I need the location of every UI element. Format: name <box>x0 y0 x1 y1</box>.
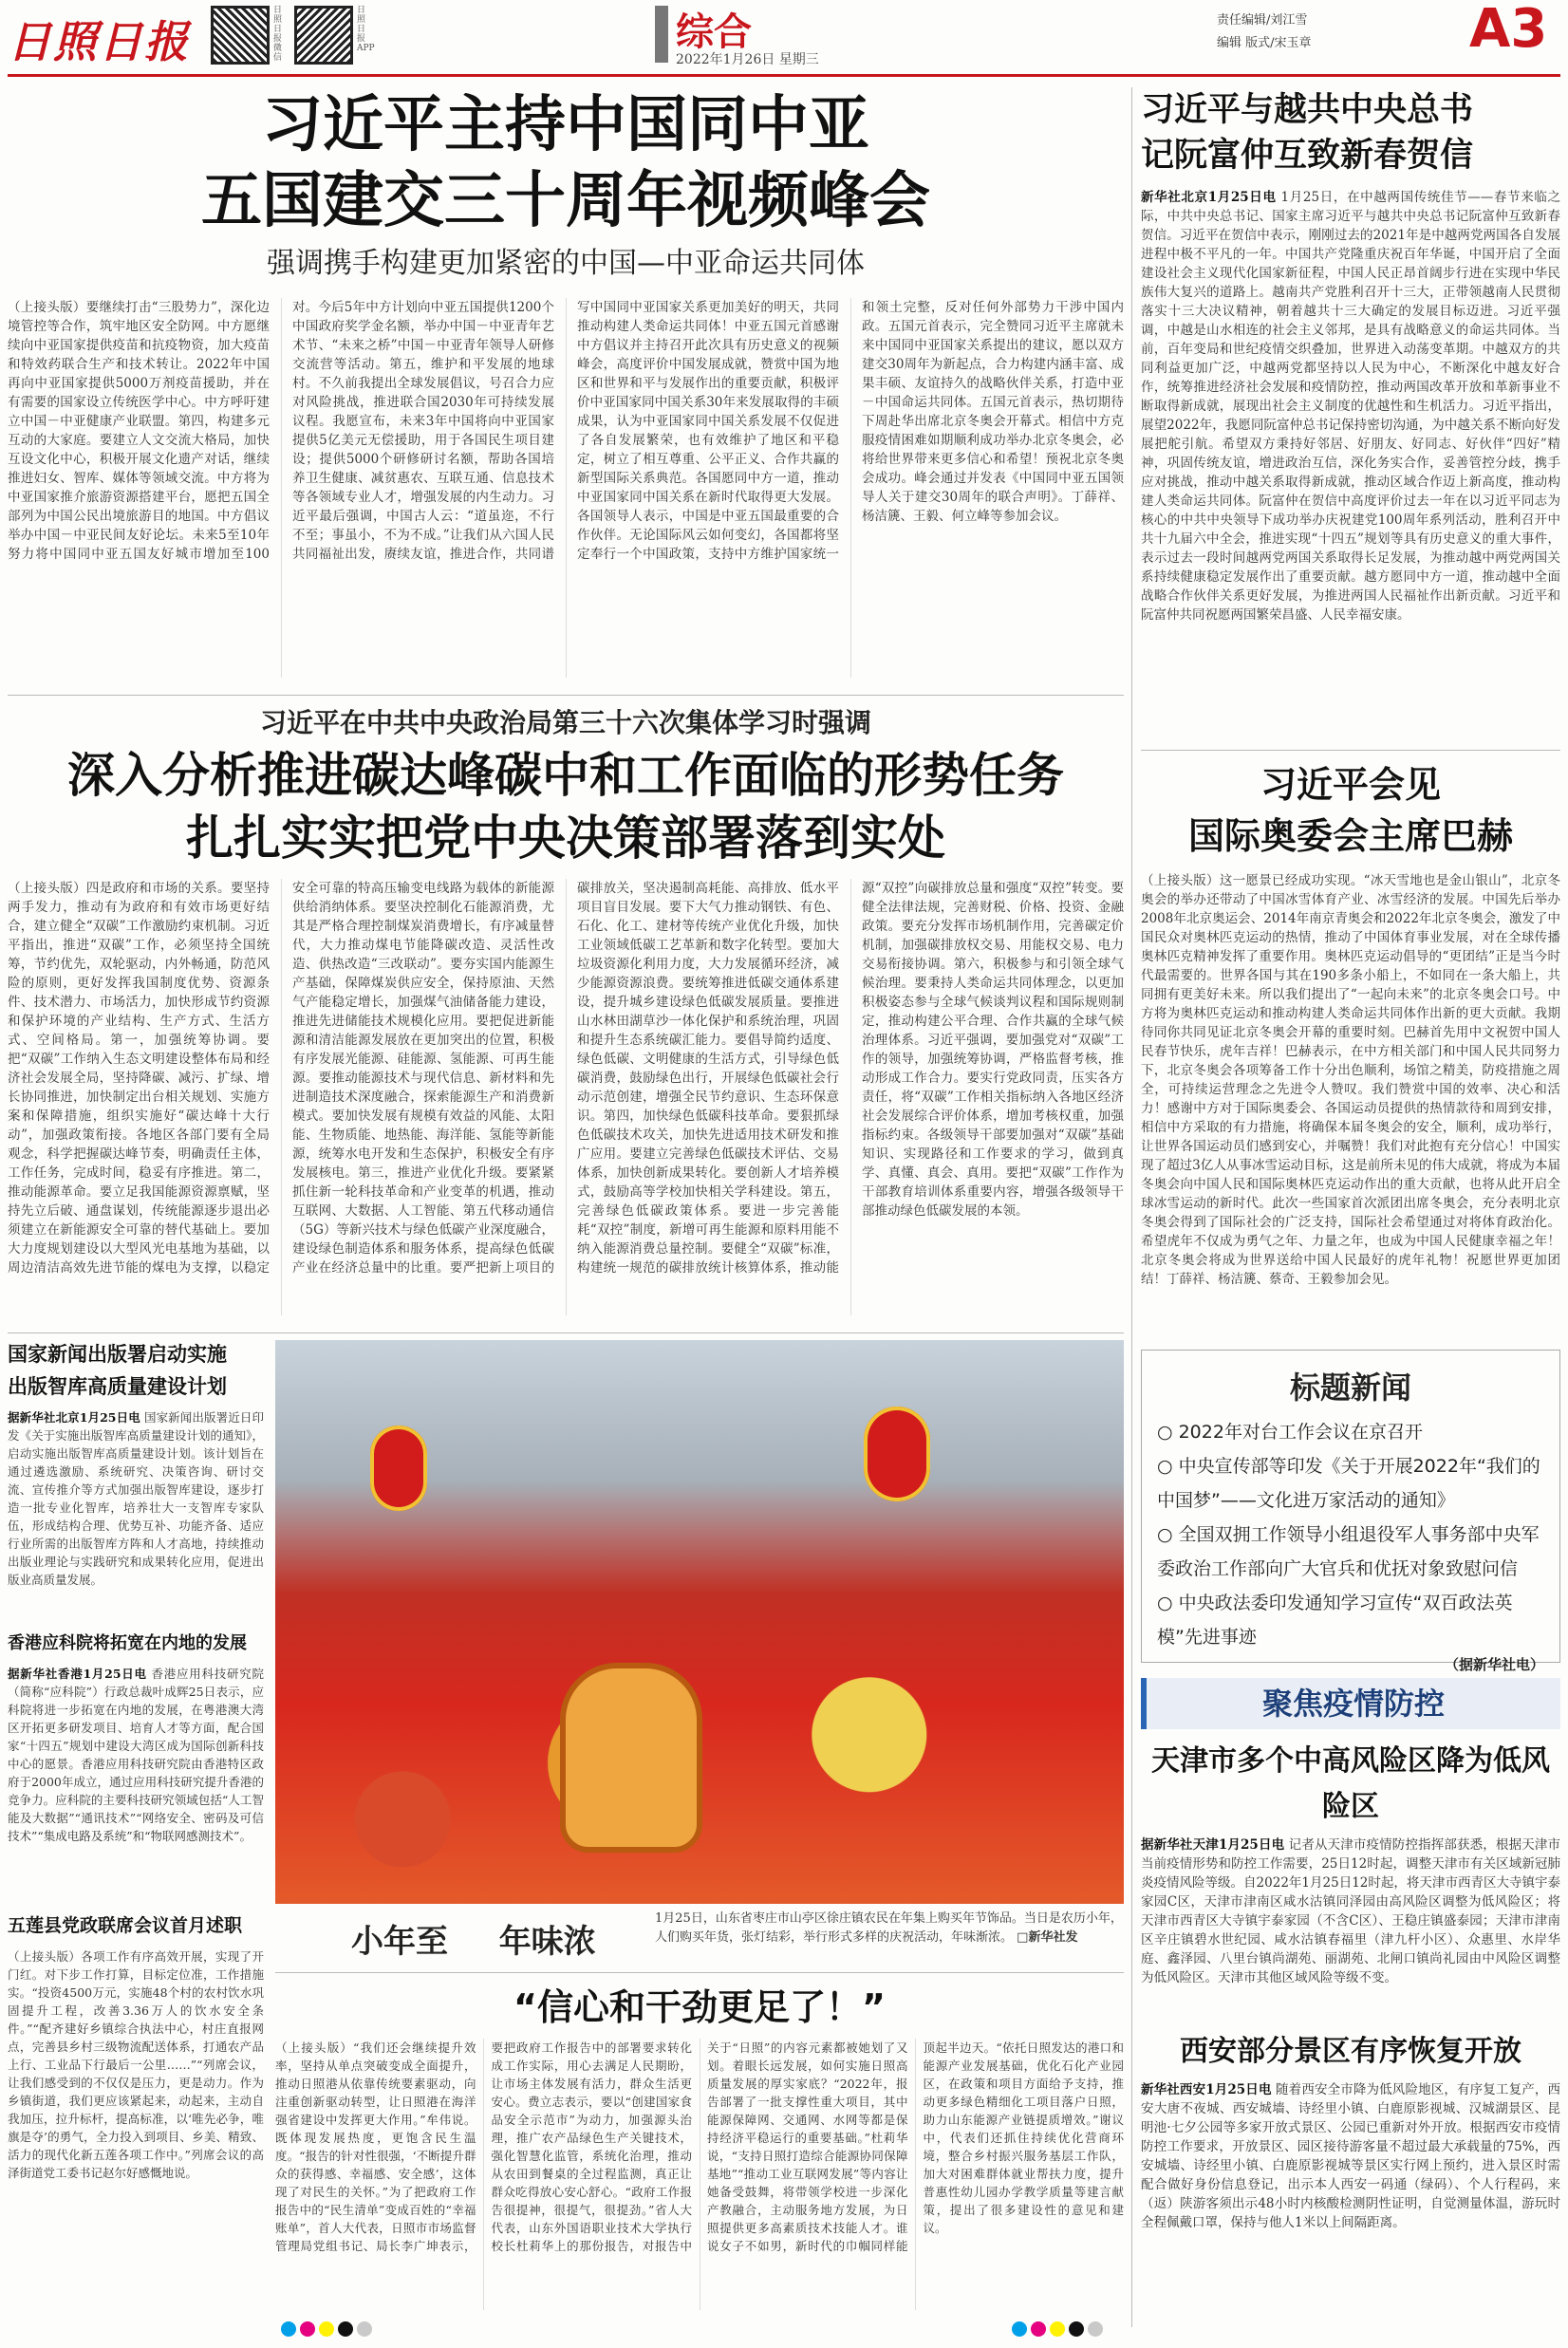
vietnam-story <box>1141 87 1560 742</box>
headlines-box <box>1141 1350 1560 1673</box>
masthead <box>0 0 1568 72</box>
photo-title: 小年至 <box>351 1923 448 1961</box>
publishing-headline: 国家新闻出版署启动实施 <box>8 1343 227 1366</box>
article-text: 记者从天津市疫情防控指挥部获悉，根据天津市当前疫情形势和防控工作需要，25日12时起，调整天津市有关区域新冠肺炎疫情风险等级。自2022年1月25日12时起，将天津市西青区大寺镇宇泰家园C区，天津市津南区咸水沽镇同泽园由高风险区调整为低风险区；将天津市西青区大寺镇宇泰家园（不含C区）、王稳庄镇盛泰园；天津市津南区辛庄镇碧水世纪园、咸水沽镇春福里（津九杆小区）、众惠里、水岸华庭、鑫泽园、八里台镇尚湖苑、丽湖苑、北闸口镇尚礼园由中风险区调整为低风险区。天津市其他区域风险等级不变。 <box>1141 1837 1560 1985</box>
section-rule <box>1141 750 1560 751</box>
article-text: 香港应用科技研究院（简称“应科院”）行政总裁叶成辉25日表示，应科院将进一步拓宽在内地的发展，在粤港澳大湾区开拓更多研发项目、培育人才等方面，配合国家“十四五”规划中建设大湾区成为国际创新科技中心的愿景。香港应用科技研究院由香港特区政府于2000年成立，通过应用科技研究提升香港的竞争力。应科院的主要科技研究领域包括“人工智能及大数据”“通讯技术”“网络安全、密码及可信技术”“集成电路及系统”和“物联网感测技术”。 <box>8 1667 264 1843</box>
dateline: 据新华社北京1月25日电 <box>8 1410 140 1425</box>
masthead-rule <box>8 74 1560 77</box>
wulian-story <box>8 1910 264 2327</box>
xian-headline: 西安部分景区有序恢复开放 <box>1180 2035 1521 2068</box>
dateline: 新华社北京1月25日电 <box>1141 190 1277 205</box>
carbon-body: （上接头版）四是政府和市场的关系。要坚持两手发力，推动有为政府和有效市场更好结合，建立健全“双碳”工作激励约束机制。习近平指出，推进“双碳”工作，必须坚持全国统筹，节约优先，双轮驱动，内外畅通，防范风险的原则，更好发挥我国制度优势、资源条件、技术潜力、市场活力，加快形成节约资源和保护环境的产业结构、生产方式、生活方式、空间格局。第一，加强统筹协调。要把“双碳”工作纳入生态文明建设整体布局和经济社会发展全局，坚持降碳、减污、扩绿、增长协同推进，加快制定出台相关规划、实施方案和保障措施，组织实施好“碳达峰十大行动”，加强政策衔接。各地区各部门要有全局观念，科学把握碳达峰节奏，明确责任主体，工作任务，完成时间，稳妥有序推进。第二，推动能源革命。要立足我国能源资源禀赋，坚持先立后破、通盘谋划，传统能源逐步退出必须建立在新能源安全可靠的替代基础上。要加大力度规划建设以大型风光电基地为基础，以周边清洁高效先进节能的煤电为支撑，以稳定安全可靠的特高压输变电线路为载体的新能源供给消纳体系。要坚决控制化石能源消费，尤其是严格合理控制煤炭消费增长，有序减量替代，大力推动煤电节能降碳改造、灵活性改造、供热改造“三改联动”。要夯实国内能源生产基础，保障煤炭供应安全，保持原油、天然气产能稳定增长，加强煤气油储备能力建设，推进先进储能技术规模化应用。要把促进新能源和清洁能源发展放在更加突出的位置，积极有序发展光能源、硅能源、氢能源、可再生能源。要推动能源技术与现代信息、新材料和先进制造技术深度融合，探索能源生产和消费新模式。要加快发展有规模有效益的风能、太阳能、生物质能、地热能、海洋能、氢能等新能源，统筹水电开发和生态保护，积极安全有序发展核电。第三，推进产业优化升级。要紧紧抓住新一轮科技革命和产业变革的机遇，推动互联网、大数据、人工智能、第五代移动通信（5G）等新兴技术与绿色低碳产业深度融合，建设绿色制造体系和服务体系，提高绿色低碳产业在经济总量中的比重。要严把新上项目的碳排放关，坚决遏制高耗能、高排放、低水平项目盲目发展。要下大气力推动钢铁、有色、石化、化工、建材等传统产业优化升级，加快工业领域低碳工艺革新和数字化转型。要加大垃圾资源化利用力度，大力发展循环经济，减少能源资源浪费。要统筹推进低碳交通体系建设，提升城乡建设绿色低碳发展质量。要推进山水林田湖草沙一体化保护和系统治理，巩固和提升生态系统碳汇能力。要倡导简约适度、绿色低碳、文明健康的生活方式，引导绿色低碳消费，鼓励绿色出行，开展绿色低碳社会行动示范创建，增强全民节约意识、生态环保意识。第四，加快绿色低碳科技革命。要狠抓绿色低碳技术攻关，加快先进适用技术研发和推广应用。要建立完善绿色低碳技术评估、交易体系，加快创新成果转化。要创新人才培养模式，鼓励高等学校加快相关学科建设。第五，完善绿色低碳政策体系。要进一步完善能耗“双控”制度，新增可再生能源和原料用能不纳入能源消费总量控制。要健全“双碳”标准，构建统一规范的碳排放统计核算体系，推动能源“双控”向碳排放总量和强度“双控”转变。要健全法律法规，完善财税、价格、投资、金融政策。要充分发挥市场机制作用，完善碳定价机制，加强碳排放权交易、用能权交易、电力交易衔接协调。第六，积极参与和引领全球气候治理。要秉持人类命运共同体理念，以更加积极姿态参与全球气候谈判议程和国际规则制定，推动构建公平合理、合作共赢的全球气候治理体系。习近平强调，要加强党对“双碳”工作的领导，加强统筹协调，严格监督考核，推动形成工作合力。要实行党政同责，压实各方责任，将“双碳”工作相关指标纳入各地区经济社会发展综合评价体系，增加考核权重，加强指标约束。各级领导干部要加强对“双碳”基础知识、实现路径和工作要求的学习，做到真学、真懂、真会、真用。要把“双碳”工作作为干部教育培训体系重要内容，增强各级领导干部推动绿色低碳发展的本领。 <box>8 881 1124 1276</box>
page-number: A3 <box>1469 0 1548 60</box>
headline-item[interactable]: ○ 中央宣传部等印发《关于开展2022年“我们的中国梦”——文化进万家活动的通知》 <box>1157 1449 1544 1518</box>
issue-date: 2022年1月26日 星期三 <box>676 52 819 67</box>
carbon-kicker: 习近平在中共中央政治局第三十六次集体学习时强调 <box>259 707 871 738</box>
ioc-story <box>1141 759 1560 1348</box>
publishing-headline: 出版智库高质量建设计划 <box>8 1375 227 1398</box>
vietnam-headline: 记阮富仲互致新春贺信 <box>1141 137 1474 175</box>
photo-headline <box>351 1915 596 1962</box>
section-rule <box>8 1332 1124 1333</box>
lead-body: （上接头版）要继续打击“三股势力”，深化边境管控等合作，筑牢地区安全防网。中方愿继续向中亚国家提供疫苗和抗疫物资，加大疫苗和特效药联合生产和技术转让。2022年中国再向中亚国家提供5000万剂疫苗援助，并在有需要的国家设立传统医学中心。中方呼吁建立中国－中亚健康产业联盟。第四，构建多元互动的大家庭。要建立人文交流大格局，加快互设文化中心，积极开展文化遗产对话，继续推进妇女、智库、媒体等领域交流。中方将为中亚国家推介旅游资源搭建平台，愿把五国全部列为中国公民出境旅游目的地国。中方倡议举办中国－中亚民间友好论坛。未来5至10年努力将中国同中亚五国友好城市增加至100对。今后5年中方计划向中亚五国提供1200个中国政府奖学金名额，举办中国－中亚青年艺术节、“未来之桥”中国－中亚青年领导人研修交流营等活动。第五，维护和平发展的地球村。不久前我提出全球发展倡议，号召合力应对风险挑战，推进联合国2030年可持续发展议程。我愿宣布，未来3年中国将向中亚国家提供5亿美元无偿援助，用于各国民生项目建设；提供5000个研修研讨名额，帮助各国培养卫生健康、减贫惠农、互联互通、信息技术等各领域专业人才，增强发展的内生动力。习近平最后强调，中国古人云：“道虽迩，不行不至；事虽小，不为不成。”让我们从六国人民共同福祉出发，赓续友谊，推进合作，共同谱写中国同中亚国家关系更加美好的明天，共同推动构建人类命运共同体！中亚五国元首感谢中方倡议并主持召开此次具有历史意义的视频峰会，高度评价中国发展成就，赞赏中国为地区和世界和平与发展作出的重要贡献，积极评价中亚国家同中国关系30年来发展取得的丰硕成果，认为中亚国家同中国关系发展不仅促进了各自发展繁荣，也有效维护了地区和平稳定，树立了相互尊重、公平正义、合作共赢的新型国际关系典范。各国愿同中方一道，推动中亚国家同中国关系在新时代取得更大发展。各国领导人表示，中国是中亚五国最重要的合作伙伴。无论国际风云如何变幻，各国都将坚定奉行一个中国政策，支持中方维护国家统一和领土完整，反对任何外部势力干涉中国内政。五国元首表示，完全赞同习近平主席就未来中国同中亚国家关系提出的建议，愿以双方建交30周年为新起点，合力构建内涵丰富、成果丰硕、友谊持久的战略伙伴关系，打造中亚－中国命运共同体。五国元首表示，热切期待下周赴华出席北京冬奥会开幕式。相信中方克服疫情困难如期顺利成功举办北京冬奥会，必将给世界带来更多信心和希望！预祝北京冬奥会成功。峰会通过并发表《中国同中亚五国领导人关于建交30周年的联合声明》。丁薛祥、杨洁篪、王毅、何立峰等参加会议。 <box>8 300 1124 562</box>
editor-line: 编辑 版式/宋玉章 <box>1217 36 1312 50</box>
registration-dots <box>1012 2321 1107 2340</box>
lead-headline: 习近平主持中国同中亚 <box>262 90 869 160</box>
tianjin-headline: 天津市多个中高风险区降为低风险区 <box>1151 1744 1550 1823</box>
hk-headline: 香港应科院将拓宽在内地的发展 <box>8 1633 247 1653</box>
column-divider <box>1131 87 1132 2327</box>
carbon-headline: 深入分析推进碳达峰碳中和工作面临的形势任务 <box>67 748 1064 803</box>
headline-item[interactable]: ○ 2022年对台工作会议在京召开 <box>1157 1415 1544 1449</box>
section-name: 综合 <box>676 10 752 54</box>
headlines-title: 标题新闻 <box>1289 1370 1411 1406</box>
tiger-figurine-icon <box>560 1663 702 1853</box>
new-year-market-photo <box>275 1340 1124 1904</box>
lantern-icon <box>864 1407 930 1501</box>
publishing-body <box>8 1408 264 1617</box>
lead-subheadline: 强调携手构建更加紧密的中国—中亚命运共同体 <box>267 247 865 280</box>
confidence-headline: “信心和干劲更足了！” <box>513 1986 886 2028</box>
headline-item[interactable]: ○ 中央政法委印发通知学习宣传“双百政法英模”先进事迹 <box>1157 1586 1544 1654</box>
lead-headline: 五国建交三十周年视频峰会 <box>201 166 930 236</box>
publishing-story <box>8 1338 264 1623</box>
photo-caption-text: 1月25日，山东省枣庄市山亭区徐庄镇农民在年集上购买年节饰品。当日是农历小年，人们购买年货，张灯结彩，举行形式多样的庆祝活动，年味渐浓。 <box>655 1911 1123 1945</box>
xian-story <box>1141 2029 1560 2333</box>
ioc-body: （上接头版）这一愿景已经成功实现。“冰天雪地也是金山银山”，北京冬奥会的举办还带动了中国冰雪体育产业、冰雪经济的发展。中国先后举办2008年北京奥运会、2014年南京青奥会和2022年北京冬奥会，激发了中国民众对奥林匹克运动的热情，推动了中国体育事业发展，对在全球传播奥林匹克精神发挥了重要作用。奥林匹克运动倡导的“更团结”正是当今时代最需要的。世界各国与其在190多条小船上，不如同在一条大船上，共同拥有更美好未来。所以我们提出了“一起向未来”的北京冬奥会口号。中方将为奥林匹克运动和推动构建人类命运共同体作出新的更大贡献。我期待同你共同见证北京冬奥会开幕的重要时刻。巴赫首先用中文祝贺中国人民春节快乐，虎年吉祥！巴赫表示，在中方相关部门和中国人民共同努力下，北京冬奥会各项筹备工作十分出色顺利，场馆之精美，防疫措施之周全，可持续运营理念之先进令人赞叹。我们赞赏中国的效率、决心和活力！感谢中方对于国际奥委会、各国运动员提供的热情款待和周到安排，相信中方采取的有力措施，将确保本届冬奥会的安全，顺利，成功举行，让世界各国运动员们感到安心，并嘱赞！我们对此抱有充分信心！中国实现了超过3亿人从事冰雪运动目标，这是前所未见的伟大成就，将成为本届冬奥会向中国人民和国际奥林匹克运动作出的重大贡献，也将从此开启全球冰雪运动的新时代。此次一些国家首次派团出席冬奥会，充分表明北京冬奥会得到了国际社会的广泛支持，国际社会希望通过对将体育政治化。希望虎年不仅成为勇气之年、力量之年，也成为中国人民健康幸福之年！北京冬奥会将成为世界送给中国人民最好的虎年礼物！祝愿世界更加团结！丁薛祥、杨洁篪、蔡奇、王毅参加会见。 <box>1141 873 1560 1287</box>
dateline: 新华社西安1月25日电 <box>1141 2082 1272 2097</box>
article-text: 1月25日，在中越两国传统佳节——春节来临之际，中共中央总书记、国家主席习近平与越共中央总书记阮富仲互致新春贺信。习近平在贺信中表示，刚刚过去的2021年是中越两党两国各自发展进程中极不平凡的一年。中国共产党隆重庆祝百年华诞，中国开启了全面建设社会主义现代化国家新征程，中国人民正昂首阔步行进在实现中华民族伟大复兴的道路上。越南共产党胜利召开十三大，正带领越南人民贯彻落实十三大决议精神，朝着越共十三大确定的发展目标迈进。习近平强调，中越是山水相连的社会主义邻邦，是具有战略意义的命运共同体。当前，百年变局和世纪疫情交织叠加，世界进入动荡变革期。中越双方的共同利益更加广泛，中越两党都坚持以人民为中心，不断深化中越友好合作，统筹推进经济社会发展和疫情防控，推动两国改革开放和革新事业不断取得新成就，展现出社会主义制度的优越性和生机活力。习近平指出，展望2022年，我愿同阮富仲总书记保持密切沟通，为中越关系不断向好发展把舵引航。希望双方秉持好邻居、好朋友、好同志、好伙伴“四好”精神，巩固传统友谊，增进政治互信，深化务实合作，妥善管控分歧，携手应对挑战，推动中越关系取得新成就，推动区域合作迈上新高度，推动构建人类命运共同体。阮富仲在贺信中高度评价过去一年在以习近平同志为核心的中共中央领导下成功举办庆祝建党100周年系列活动，胜利召开中共十九届六中全会，推进实现“十四五”规划等具有历史意义的重大事件，表示过去一段时间越两党两国关系取得长足发展，为推动越中两党两国关系持续健康稳定发展作出了重要贡献。越方愿同中方一道，推动越中全面战略合作伙伴关系更好发展，为推进两国人民福祉作出新贡献。习近平和阮富仲共同祝愿两国繁荣昌盛、人民幸福安康。 <box>1141 190 1560 623</box>
vietnam-body <box>1141 188 1560 729</box>
photo-caption <box>655 1910 1124 1947</box>
section-rule <box>275 1972 1124 1973</box>
tianjin-story <box>1141 1739 1560 2023</box>
headlines-source: （据新华社电） <box>1444 1656 1544 1673</box>
dateline: 据新华社香港1月25日电 <box>8 1667 147 1681</box>
confidence-story <box>275 1980 1124 2312</box>
hk-story <box>8 1629 264 1904</box>
qr-code-icon <box>211 6 270 65</box>
newspaper-logo: 日照日报 <box>8 16 190 67</box>
section-rule <box>8 695 1124 696</box>
qr-caption: 日照日报APP <box>357 6 375 53</box>
ioc-headline: 国际奥委会主席巴赫 <box>1187 815 1513 857</box>
lead-story <box>8 87 1124 695</box>
qr-code-icon <box>294 6 353 65</box>
article-text: 国家新闻出版署近日印发《关于实施出版智库高质量建设计划的通知》，启动实施出版智库高质量建设计划。该计划旨在通过遴选激励、系统研究、决策咨询、研讨交流、宣传推介等方式加强出版智库建设，逐步打造一批专业化智库，培养壮大一支智库专家队伍，形成结构合理、优势互补、功能齐备、适应行业所需的出版智库方阵和人才高地，持续推动出版业理论与实践研究和成果转化应用，促进出版业高质量发展。 <box>8 1410 264 1587</box>
wulian-body: （上接头版）各项工作有序高效开展，实现了开门红。对下步工作打算，目标定位准，工作措施实。“投资4500万元，实施48个村的农村饮水巩固提升工程，改善3.36万人的饮水安全条件。”“配齐建好乡镇综合执法中心，村庄直报网点，完善县乡村三级物流配送体系，打通农产品上行、工业品下行最后一公里……”“列席会议，让我们感受到的不仅仅是压力，更是动力。作为乡镇街道，我们更应该紧起来，动起来，主动自我加压，拉升标杆，提高标准，以‘唯先必争，唯旗是夺’的勇气，全力投入到项目、乡美、精致、活力的现代化新五莲各项工作中。”列席会议的高泽街道党工委书记赵尔好感慨地说。 <box>8 1949 264 2180</box>
carbon-headline: 扎扎实实把党中央决策部署落到实处 <box>186 811 945 866</box>
vietnam-headline: 习近平与越共中央总书 <box>1141 91 1474 129</box>
headline-item[interactable]: ○ 全国双拥工作领导小组退役军人事务部中央军委政治工作部向广大官兵和优抚对象致慰问信 <box>1157 1518 1544 1586</box>
epidemic-section-title: 聚焦疫情防控 <box>1261 1686 1445 1722</box>
ioc-headline: 习近平会见 <box>1260 764 1441 806</box>
photo-credit: □新华社发 <box>1017 1930 1078 1945</box>
article-text: 随着西安全市降为低风险地区，有序复工复产，西安大唐不夜城、西安城墙、诗经里小镇、白鹿原影视城、汉城湖景区、昆明池·七夕公园等多家开放式景区、公园已重新对外开放。根据西安市疫情防控工作要求，开放景区、园区接待游客量不超过最大承载量的75%，西安城墙、诗经里小镇、白鹿原影视城等景区实行网上预约，进入景区时需配合做好身份信息登记，出示本人西安一码通（绿码）、个人行程码，来（返）陕游客须出示48小时内核酸检测阴性证明，自觉测量体温，游玩时全程佩戴口罩，保持与他人1米以上间隔距离。 <box>1141 2082 1560 2230</box>
dateline: 据新华社天津1月25日电 <box>1141 1837 1285 1853</box>
confidence-body: （上接头版）“我们还会继续提升效率，坚持从单点突破变成全面提升，推动日照港从依靠传统要素驱动，向注重创新驱动转型，让日照港在海洋强省建设中发挥更大作用。”牟伟说。既体现发展热度，更饱含民生温度。“报告的针对性很强，‘不断提升群众的获得感、幸福感、安全感’，这体现了对民生的关怀。”为了把政府工作报告中的“民生清单”变成百姓的“幸福账单”，首人大代表，日照市市场监督管理局党组书记、局长李广坤表示，要把政府工作报告中的部署要求转化成工作实际，用心去满足人民期盼，让市场主体发展有活力，群众生活更安心。费立志表示，要以“创建国家食品安全示范市”为动力，加强源头治理，推广农产品绿色生产关键技术，强化智慧化监管，系统化治理，推动从农田到餐桌的全过程监测，真正让群众吃得放心安心舒心。“政府工作报告很提神，很提气，很提劲。”省人大代表，山东外国语职业技术大学执行校长杜莉华上的那份报告，对报告中关于“日照”的内容元素都被她划了又划。着眼长远发展，如何实施日照高质量发展的厚实家底？“2022年，报告部署了一批支撑性重大项目，其中能源保障网、交通网、水网等都是保持经济平稳运行的重要基础。”杜莉华说，“支持日照打造综合能源协同保障基地”“推动工业互联网发展”等内容让她备受鼓舞，将带领学校进一步深化产教融合，主动服务地方发展，为日照提供更多高素质技术技能人才。谁说女子不如男，新时代的巾帼同样能顶起半边天。“依托日照发达的港口和能源产业发展基础，优化石化产业园区，在政策和项目方面给予支持，推动更多绿色精细化工项目落户日照，助力山东能源产业链提质增效。”谢议中，代表们还抓住持续优化营商环境，整合乡村振兴服务基层工作队，加大对困难群体就业帮扶力度，提升普惠性幼儿园办学教学质量等建言献策，提出了很多建设性的意见和建议。 <box>275 2041 1124 2253</box>
photo-title: 年味浓 <box>498 1923 596 1961</box>
wulian-headline: 五莲县党政联席会议首月述职 <box>8 1915 243 1936</box>
section-bar-icon <box>655 6 668 63</box>
epidemic-section-header <box>1141 1678 1560 1729</box>
qr-caption: 日照日报微信 <box>273 6 283 63</box>
editor-line: 责任编辑/刘江雪 <box>1217 13 1308 28</box>
registration-dots <box>281 2321 376 2340</box>
xian-body <box>1141 2080 1560 2306</box>
carbon-story <box>8 702 1124 1329</box>
hk-body <box>8 1665 264 1896</box>
lantern-icon <box>370 1426 427 1511</box>
